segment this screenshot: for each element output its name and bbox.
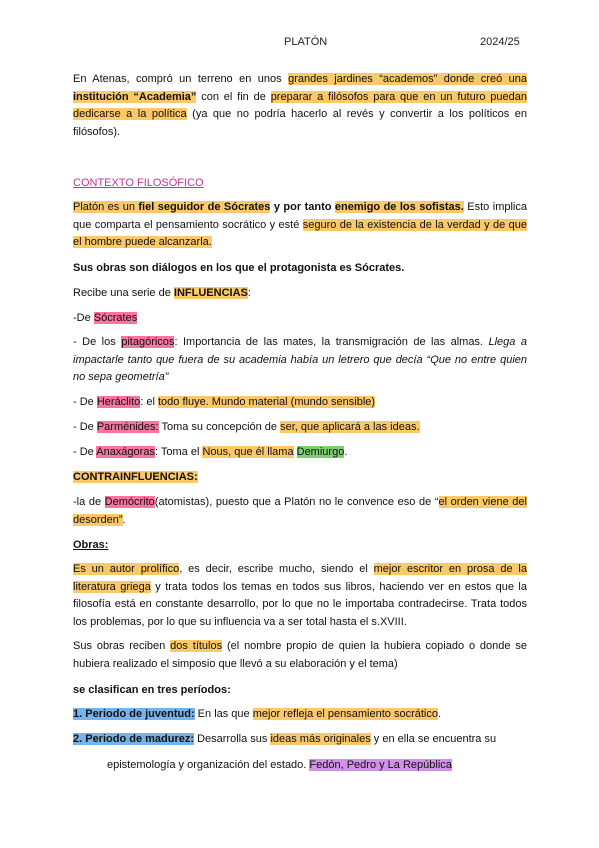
text: - De xyxy=(73,396,97,408)
item-parmenides xyxy=(73,419,527,437)
text: -la de xyxy=(73,496,105,508)
obras-heading xyxy=(73,537,527,555)
highlight: pitagóricos xyxy=(121,336,175,348)
highlight: Es un autor prolífico xyxy=(73,563,180,575)
highlight-bold: INFLUENCIAS xyxy=(173,287,248,299)
text: Recibe una serie de xyxy=(73,287,174,299)
header-title: PLATÓN xyxy=(284,36,328,48)
highlight: mejor escritor en prosa de la literatura griega xyxy=(73,563,527,593)
text: . xyxy=(122,513,126,526)
text: (ya que no podría hacerlo al revés y convertir a los políticos en filósofos). xyxy=(73,108,527,138)
highlight: Fedón, Pedro y La República xyxy=(309,759,452,771)
highlight: Demiurgo xyxy=(296,446,345,458)
section-title: CONTEXTO FILOSÓFICO xyxy=(73,177,204,189)
text: : Toma el xyxy=(154,446,203,458)
highlight: Anaxágoras xyxy=(96,446,155,458)
item-madurez-cont xyxy=(107,757,527,775)
text: (atomistas), puesto que a Platón no le convence eso de “ xyxy=(154,496,439,508)
text: y en ella se encuentra su xyxy=(370,733,497,745)
text: epistemología y organización del estado. xyxy=(107,759,310,771)
text: En Atenas, compró un terreno en unos xyxy=(73,73,289,85)
highlight: ser, que aplicará a las ideas. xyxy=(280,421,420,433)
text: - De los xyxy=(73,336,122,348)
text: , es decir, escribe mucho, siendo el xyxy=(179,563,374,575)
text: : xyxy=(247,287,251,299)
text-bold: Obras: xyxy=(73,539,109,551)
text: (el nombre propio de quien la hubiera copiado o donde se hubiera realizado el simposio que llevó a su elaboración y el tema) xyxy=(73,640,528,670)
header-year: 2024/25 xyxy=(480,36,520,48)
highlight-bold: 1. Periodo de juventud: xyxy=(73,708,195,720)
highlight: todo fluye. Mundo material (mundo sensible) xyxy=(157,396,376,408)
text: Esto implica que comparta el pensamiento socrático y esté xyxy=(73,201,527,231)
text: . xyxy=(437,708,442,720)
text: En las que xyxy=(194,708,253,720)
item-heraclito xyxy=(73,394,527,412)
highlight: seguro de la existencia de la verdad y de que el hombre puede alcanzarla. xyxy=(73,218,527,248)
paragraph-contrainfluencias xyxy=(73,469,527,487)
highlight: Nous, que él llama xyxy=(202,446,294,458)
paragraph-dos-titulos xyxy=(73,638,527,673)
highlight: mejor refleja el pensamiento socrático xyxy=(252,708,438,720)
highlight: el orden viene del desorden” xyxy=(73,496,527,526)
highlight-bold: fiel seguidor de Sócrates xyxy=(138,201,271,213)
highlight: grandes jardines “academos” donde creó una xyxy=(288,73,527,85)
highlight: Demócrito xyxy=(104,496,155,508)
text: Toma su concepción de xyxy=(158,421,281,433)
text-bold: Sus obras son diálogos en los que el protagonista es Sócrates. xyxy=(73,262,405,274)
text-bold: y por tanto xyxy=(270,201,335,213)
text-italic: Llega a impactarle tanto que fuera de su academia había un letrero que decía “Que no entre quien no sepa geometría” xyxy=(73,336,527,383)
highlight: preparar a filósofos para que en un futuro puedan dedicarse a la política xyxy=(73,90,528,120)
item-democrito xyxy=(73,494,527,529)
paragraph-autor-prolifico xyxy=(73,561,527,631)
paragraph-dialogos xyxy=(73,260,527,278)
highlight: ideas más originales xyxy=(270,733,371,745)
paragraph-influencias xyxy=(73,285,527,303)
item-madurez xyxy=(73,731,527,749)
text: Sus obras reciben xyxy=(73,640,171,652)
highlight: Platón es un xyxy=(73,201,139,213)
highlight-bold: 2. Periodo de madurez: xyxy=(73,733,195,745)
text: -De xyxy=(73,312,94,324)
item-pitagoricos xyxy=(73,334,527,387)
highlight: Heráclito xyxy=(96,396,141,408)
highlight: Sócrates xyxy=(93,312,138,324)
text: : Importancia de las mates, la transmigración de las almas. xyxy=(174,336,489,348)
highlight: Parménides: xyxy=(96,421,159,433)
text: - De xyxy=(73,446,97,458)
highlight-bold: institución “Academia” xyxy=(73,90,197,103)
text-bold: se clasifican en tres períodos: xyxy=(73,684,231,696)
highlight-bold: enemigo de los sofistas. xyxy=(334,201,464,213)
highlight-bold: CONTRAINFLUENCIAS: xyxy=(73,471,198,483)
text: - De xyxy=(73,421,97,433)
text: : el xyxy=(140,396,158,408)
text: con el fin de xyxy=(196,90,271,103)
paragraph-academia xyxy=(73,71,527,141)
item-anaxagoras xyxy=(73,444,527,462)
paragraph-socrates xyxy=(73,199,527,252)
paragraph-periodos xyxy=(73,682,527,700)
text: . xyxy=(344,446,348,458)
item-socrates xyxy=(73,310,527,328)
highlight: dos títulos xyxy=(170,640,223,652)
text: y trata todos los temas en todos sus libros, haciendo ver en estos que la filosofía está en constante desarrollo, por lo que no le importaba contradecirse. Trata todos los problemas, por lo que su influencia va a ser total hasta el s.XVIII. xyxy=(73,580,527,628)
item-juventud xyxy=(73,706,527,724)
text: Desarrolla sus xyxy=(194,733,271,745)
